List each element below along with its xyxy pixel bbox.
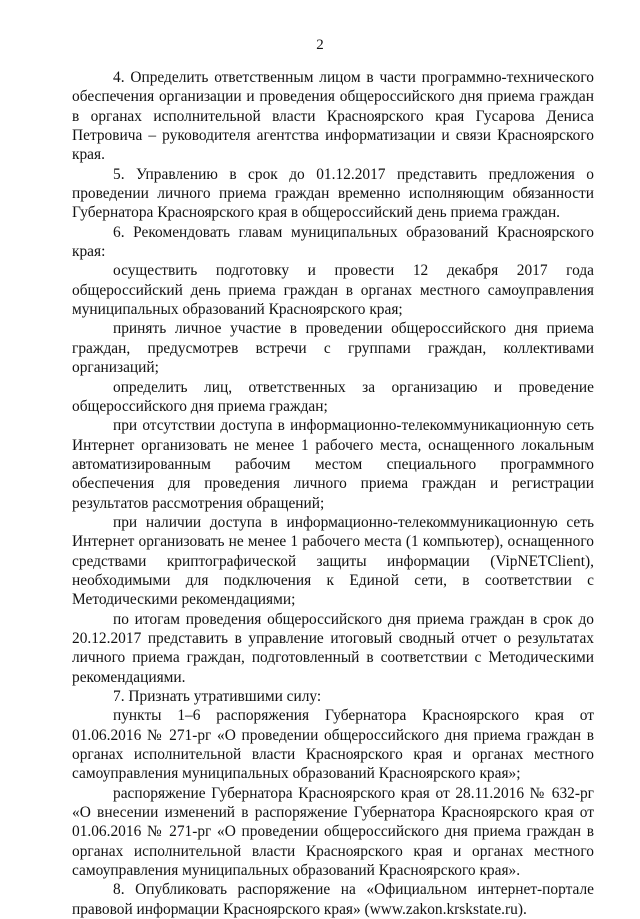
paragraph-item-5: 5. Управлению в срок до 01.12.2017 представить предложения о проведении личного приема граждан временно исполняющим обязанности Губернатора Красноярского края в общероссийский день приема граждан. [72,165,594,222]
page-number: 2 [316,37,324,53]
sub-item-responsible-persons: определить лиц, ответственных за организацию и проведение общероссийского дня приема граждан; [72,378,594,415]
paragraph-item-6: 6. Рекомендовать главам муниципальных образований Красноярского края: [72,223,594,261]
sub-item-repeal-order: распоряжение Губернатора Красноярского края от 28.11.2016 № 632-рг «О внесении изменений в распоряжение Губернатора Красноярского края от 01.06.2016 № 271-рг «О проведении общероссийского дня приема граждан в органах исполнительной власти Красноярского края и органах местного самоуправления муниципальных образований Красноярского края». [72,784,594,880]
sub-item-conduct-day: осуществить подготовку и провести 12 декабря 2017 года общероссийский день приема граждан в органах местного самоуправления муниципальных образований Красноярского края; [72,262,594,319]
sub-item-personal-participation: принять личное участие в проведении общероссийского дня приема граждан, предусмотрев встречи с группами граждан, коллективами организаций; [72,320,594,377]
paragraph-item-4: 4. Определить ответственным лицом в части программно-технического обеспечения организации и проведения общероссийского дня приема граждан в органах исполнительной власти Красноярского края Гусарова Дениса Петровича – руководителя агентства информатизации и связи Красноярского края. [72,69,594,164]
sub-item-internet-access: при наличии доступа в информационно-телекоммуникационную сеть Интернет организовать не менее 1 рабочего места (1 компьютер), оснащенного средствами криптографической защиты информации (VipNETClient), необходимыми для подключения к Единой сети, в соответствии с Методическими рекомендациями; [72,513,594,609]
paragraph-item-7: 7. Признать утратившими силу: [113,688,322,705]
document-body [72,68,594,919]
paragraph-item-8: 8. Опубликовать распоряжение на «Официальном интернет-портале правовой информации Красноярского края» (www.zakon.krskstate.ru). [72,881,594,918]
sub-item-final-report: по итогам проведения общероссийского дня приема граждан в срок до 20.12.2017 представить в управление итоговый сводный отчет о результатах личного приема граждан, подготовленный в соответствии с Методическими рекомендациями. [72,610,594,686]
sub-item-repeal-points: пункты 1–6 распоряжения Губернатора Красноярского края от 01.06.2016 № 271-рг «О проведении общероссийского дня приема граждан в органах исполнительной власти Красноярского края и органах местного самоуправления муниципальных образований Красноярского края»; [72,707,594,783]
sub-item-no-internet-access: при отсутствии доступа в информационно-телекоммуникационную сеть Интернет организовать не менее 1 рабочего места, оснащенного локальным автоматизированным рабочим местом специального программного обеспечения для проведения личного приема граждан и регистрации результатов рассмотрения обращений; [72,417,594,512]
